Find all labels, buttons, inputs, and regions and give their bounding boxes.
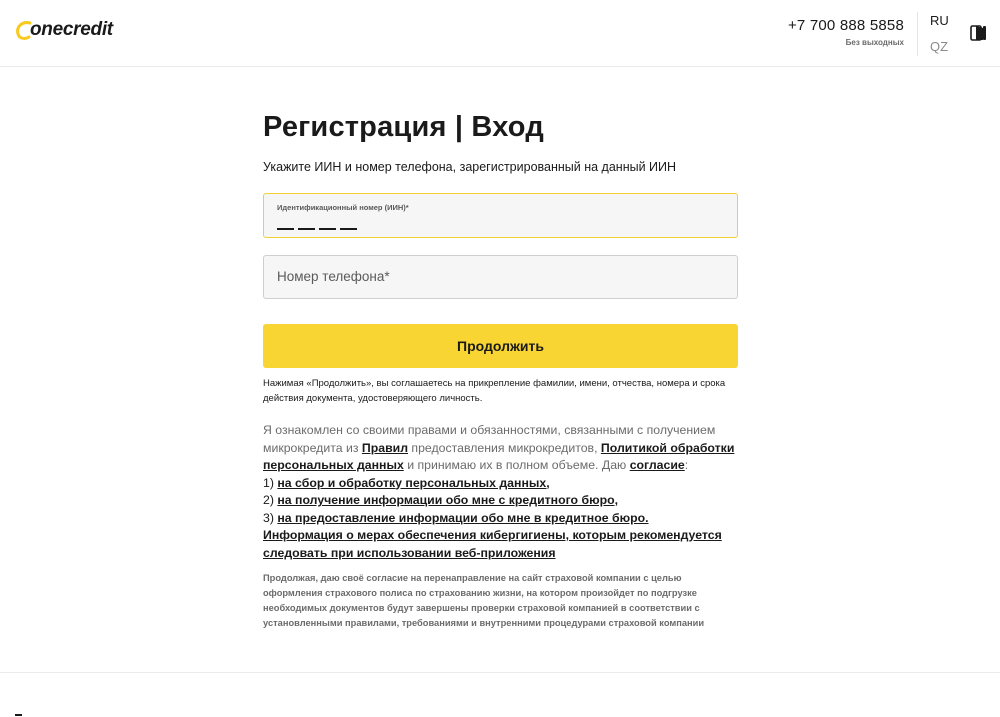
logo-text: onecredit — [30, 19, 113, 40]
terms-colon: : — [684, 458, 689, 472]
terms-block — [263, 422, 738, 562]
terms-middle: предоставления микрокредитов, — [408, 440, 601, 455]
consent-item-3-link[interactable]: на предоставление информации обо мне в кредитное бюро. — [277, 510, 649, 525]
consent-link[interactable]: согласие — [629, 458, 685, 472]
onecredit-logo[interactable] — [15, 17, 113, 43]
privacy-policy-link[interactable]: Политикой обработки персональных данных — [263, 440, 735, 472]
iin-field-label: Идентификационный номер (ИИН)* — [277, 203, 409, 212]
phone-field-placeholder: Номер телефона* — [277, 269, 390, 284]
consent-item-3: 3) на предоставление информации обо мне в кредитное бюро. — [263, 510, 649, 525]
footer-divider — [0, 672, 1000, 673]
logo-swoosh-icon — [15, 19, 33, 41]
consent-item-1: 1) на сбор и обработку персональных данных, — [263, 475, 550, 490]
site-header — [0, 0, 1000, 67]
phone-field[interactable] — [263, 255, 738, 299]
page-title: Регистрация | Вход — [263, 111, 544, 143]
rules-link[interactable]: Правил — [361, 440, 409, 455]
agree-note: Нажимая «Продолжить», вы соглашаетесь на прикрепление фамилии, имени, отчества, номера и срока действия документа, удостоверяющего личность. — [263, 378, 726, 404]
language-ru[interactable]: RU — [930, 13, 949, 28]
terms-intro: Я ознакомлен со своими правами и обязанностями, связанными с получением микрокредита из — [263, 423, 716, 455]
terms-accept: и принимаю их в полном объеме. Даю — [403, 458, 630, 472]
language-qz[interactable]: QZ — [930, 39, 949, 54]
footer-mark — [15, 714, 22, 716]
insurance-consent-note: Продолжая, даю своё согласие на перенаправление на сайт страховой компании с целью оформления страхового полиса по страхованию жизни, на котором произойдет по подгрузке необходимых документов будут завершены проверки страховой компанией в соответствии с установленными правилами, требованиями и внутренними процедурами страховой компании — [263, 573, 705, 628]
phone-hours-note: Без выходных — [845, 38, 904, 47]
continue-button[interactable]: Продолжить — [263, 324, 738, 368]
consent-item-1-link[interactable]: на сбор и обработку персональных данных, — [277, 475, 550, 490]
phone-block — [788, 17, 904, 48]
cyber-hygiene-link[interactable]: Информация о мерах обеспечения кибергигиены, которым рекомендуется следовать при использовании веб-приложения — [263, 528, 722, 560]
consent-item-2: 2) на получение информации обо мне с кредитного бюро, — [263, 493, 619, 507]
phone-number[interactable]: +7 700 888 5858 — [787, 17, 904, 34]
page-subtitle: Укажите ИИН и номер телефона, зарегистрированный на данный ИИН — [263, 160, 677, 174]
iin-field[interactable] — [263, 193, 738, 238]
header-divider — [917, 12, 918, 56]
consent-item-2-link[interactable]: на получение информации обо мне с кредитного бюро, — [277, 493, 619, 507]
iin-input-mask[interactable] — [277, 217, 357, 230]
login-door-icon[interactable] — [970, 25, 988, 41]
